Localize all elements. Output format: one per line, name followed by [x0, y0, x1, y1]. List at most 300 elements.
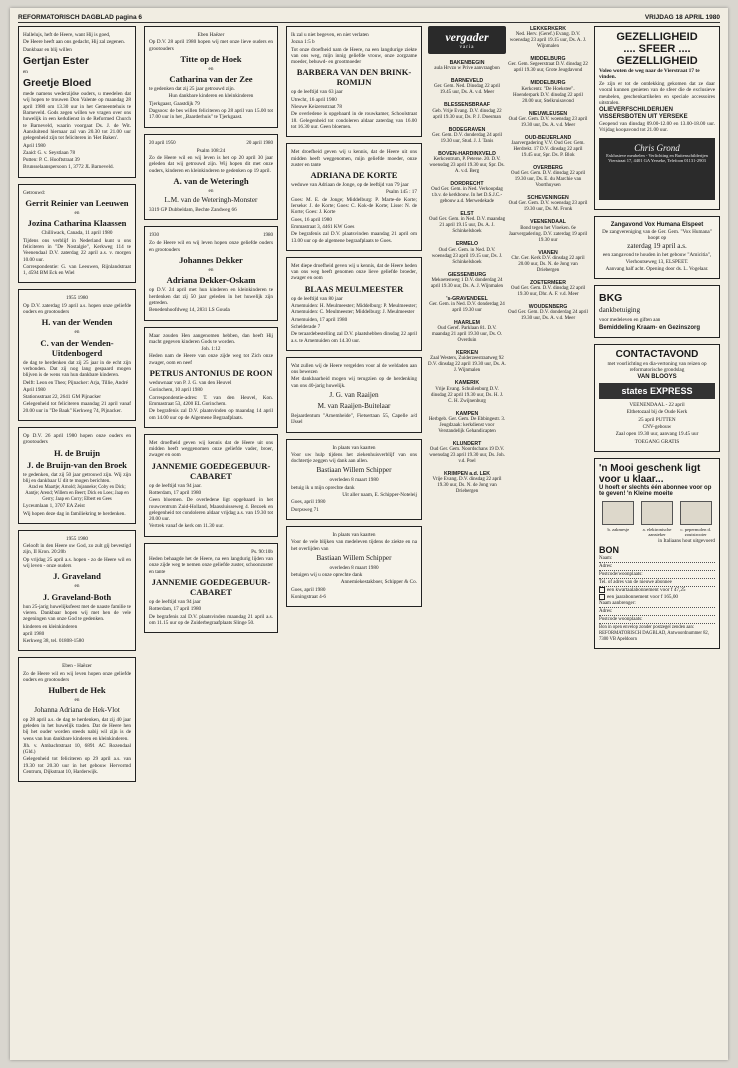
ad-psalm: Psalm 145 : 17: [386, 189, 417, 196]
ad-text: Zo de Heere wil en wij leven is het op 20 april 30 jaar geleden dat wij getrouwd zijn. Wij hopen dit met onze ouders, kinderen en kleinkinderen te gedenken op 19 april.: [149, 154, 273, 174]
ad-place-2b: CNV-gebouw: [642, 424, 672, 431]
ad-intro-2: De Heere heeft aan ons gedacht, Hij zal zegenen.: [23, 39, 125, 46]
service-details: Zaal Westers, Zuiderzeestraatweg 92 D.V. dinsdag 22 april 19.30 uur, Ds. A. J. Wijnmalen: [428, 356, 506, 374]
ad-place: Chilliwack, Canada, 11 april 1980: [41, 230, 113, 237]
service-details: Vrije Evang. Schuilenburg D.V. dinsdag 22 april 19.30 uur, Ds. H. J. C. H. Zwijnenburg: [430, 386, 504, 404]
service-place: KAMERIK: [454, 380, 480, 387]
ad-family: Arnemuiden: H. Meulmeester; Middelburg: P. Meulmeester; Arnemuiden: C. Meulmeester; Middelburg: J. Meulmeester: [291, 303, 417, 316]
husband-name: J. G. van Raaijen: [329, 390, 379, 399]
service-place: GIESSENBURG: [447, 271, 487, 278]
service-item: [428, 296, 506, 314]
ad-text-3: Geen bloemen. De overledene ligt opgebaard in het rouwcentrum Zuid-Holland, Maassluisseweg 4. Bezoek en gelegenheid tot condoleren aldaar vrijdag a.s. van 19.30 tot 20.00 uur.: [149, 497, 273, 523]
ad-opening-hours: Geopend van dinsdag 09.00-12.00 en 13.00-18.00 uur. Vrijdag koopavond tot 21.00 uur.: [599, 121, 715, 134]
ad-head: Op vrijdag 25 april a.s. hopen - zo de Heere wil en wij leven - onze ouders: [23, 556, 131, 570]
service-list: [508, 26, 588, 322]
ad-head: 'n Mooi geschenk ligt voor u klaar...: [599, 462, 701, 485]
service-item: [428, 272, 506, 290]
service-item: [508, 304, 588, 322]
ad-reception: Gelegenheid tot feliciteren op 29 april a.s. van 19.30 tot 20.30 uur in het gebouw Hervormd Centrum, Dijkstraat 10, Harderwijk.: [23, 756, 131, 775]
ad-time: Zaal open 19.30 uur, aanvang 19.45 uur: [615, 431, 699, 438]
ad-head: CONTACTAVOND: [615, 348, 699, 360]
ad-place: Utrecht, 16 april 1980: [291, 96, 337, 103]
ad-years: 1955 1980: [65, 295, 89, 302]
service-place: SCHEVENINGEN: [527, 195, 569, 202]
obituary-goedegebuur-2: [144, 543, 278, 633]
bride-name: Jozina Catharina Klaassen: [27, 218, 127, 229]
service-details: Ger. Gem. Ned. Dinsdag 22 april 19.45 uur, Ds. A. v.d. Meer: [433, 84, 501, 96]
ad-kids: Arad en Maartje; Arnold; Jojanneke; Coby en Dick; Aantje; Arend; Willem en Beert; Dick en Loes; Jaap en Gerry; Jaap en Corry; Elbert en Gees: [25, 485, 129, 502]
ad-head: In plaats van kaarten: [332, 444, 376, 451]
ad-head: In plaats van kaarten: [332, 531, 376, 538]
ad-place: Rotterdam, 17 april 1980: [149, 489, 202, 496]
ad-text-2: op de leeftijd van 63 jaar: [291, 89, 343, 96]
ad-address: Correspondentie: G. van Leeuwen, Rijnlandstraat 1, 4594 BM Eck en Wiel: [23, 263, 131, 277]
gift-item-lighter: [638, 501, 677, 537]
deceased-name: BLAAS MEULMEESTER: [304, 283, 404, 294]
wife-name: Johanna Adriana de Hek-Vlot: [34, 705, 120, 714]
vergader-varia-logo: [428, 26, 506, 54]
ad-text-2: op de leeftijd van 94 jaar: [149, 598, 201, 605]
ad-extra: Brunsselaanspersoon 1, 3772 JL Barneveld.: [23, 164, 114, 171]
announcement-van-leeuwen: [18, 184, 136, 284]
ad-text: De zangvereniging van de Ger. Gem. "Vox Humana" hoopt op: [602, 228, 712, 242]
service-item: [428, 78, 506, 96]
ad-place-2: 25 april PUTTEN: [638, 416, 676, 423]
ad-address-1: Zaaid: G. v. Seystlaan 78: [23, 149, 76, 156]
obituary-van-den-brink: [286, 26, 422, 137]
ad-entry: Aanvang half acht. Opening door ds. L. Vogelaar.: [605, 265, 709, 272]
and-word: en: [74, 583, 80, 590]
advert-gezelligheid: [594, 26, 720, 210]
ad-quote: Gelooft in den Heere uw God, zo zult gij bevestigd zijn, II Kron. 20:20b: [23, 543, 131, 556]
bkg-text: voor medeleven en giften aan: [599, 317, 661, 324]
ad-address: Kerkweg 38, tel. 01808-1580: [23, 638, 84, 645]
husband-name: A. van de Weteringh: [173, 175, 249, 186]
ad-place: Goes, 16 april 1980: [291, 216, 332, 223]
shop-name: Chris Grond: [634, 142, 680, 153]
ad-text-3: betuig ik u mijn oprechte dank: [291, 484, 355, 491]
service-details: Oud Ger. Gem. in Ned. D.V. woensdag 23 april 19.15 uur, Ds. J. Schinkelshoek: [431, 247, 503, 265]
ad-address: Correspondentie-adres: T. van den Heuvel, Kon. Emmastraat 53, 4200 EL Gorinchem.: [149, 394, 273, 407]
deceased-name: BARBERA VAN DEN BRINK- ROMIJN: [296, 67, 412, 88]
thanks-schipper-2: [286, 526, 422, 607]
obituary-goedegebuur-1: [144, 434, 278, 537]
bkg-org: Bemiddeling Kraam- en Gezinszorg: [599, 324, 701, 331]
field-label: Postcode/woonplaats:: [599, 572, 643, 578]
service-item: [508, 219, 588, 243]
ad-text: Wat zullen wij de Heere vergelden voor al de weldaden aan ons bewezen: [291, 362, 417, 376]
service-details: Oud Ger. Gem. in Ned. Verkoopdag t.b.v. de kerkbouw. In het D.S.J.C.-gebouw a.d. Merwedekade: [431, 187, 503, 205]
ad-text: Tijdens ons verblijf in Nederland kunt u ons feliciteren in "De Nostalgie", Kerkweg 114 te Veenendaal D.V. zaterdag 22 april a.s. v. morgen 10.00 uur.: [23, 237, 131, 263]
ad-text-3: betuigen wij u onze oprechte dank: [291, 572, 363, 579]
form-row-referrer-postcode[interactable]: [599, 616, 715, 624]
ad-intro: Hallelujs, heft de Heere, want Hij is goed,: [23, 32, 111, 38]
and-word: en: [74, 210, 80, 217]
bkg-logo: BKG: [599, 292, 623, 305]
service-item: [428, 127, 506, 145]
column-4-vergader-varia: [428, 26, 506, 1048]
ad-reception: De begrafenis zal D.V. plaatsvinden op maandag 14 april om 14.00 uur op de Algemene Begraafplaats.: [149, 408, 273, 421]
column-6-adverts: [594, 26, 720, 1048]
service-details: Ned. Herv. (Geref.) Evang. D.V. woensdag 23 april 19.15 uur, Ds. A. J. Wijnmalen: [509, 32, 587, 50]
service-place: ZOETERMEER: [529, 279, 567, 286]
ad-reception: De begrafenis zal D.V. plaatsvinden maandag 21 april om 13.00 uur op de algemene begraafplaats te Goes.: [291, 231, 417, 244]
ad-reception: De overledene is opgebaard in de rouwkamer, Schoolstraat 18. Gelegenheid tot condoleren aldaar zaterdag van 16.00 tot 16.30 uur. Geen bloemen.: [291, 111, 417, 130]
ad-text-2: te gedenken dat zij 25 jaar getrouwd zijn.: [149, 86, 235, 93]
ad-headline-3: GEZELLIGHEID: [616, 55, 698, 67]
ad-note: in Italiaans hout uitgevoerd: [658, 537, 715, 544]
service-place: BLESSENSBRAAF: [443, 102, 491, 109]
ad-text: de dag te herdenken dat zij 25 jaar in de echt zijn verbonden. Dat zij nog lang gespaard mogen blijven is de wens van hun dankbare kinderen.: [23, 359, 131, 379]
ad-text-2: overleden 8 maart 1980: [329, 477, 379, 484]
service-details: Chr. Ger. Kerk D.V. dinsdag 22 april 20.00 uur, Ds. N. de Jong van Driebergen: [511, 255, 585, 273]
ad-place-1: VEENENDAAL - 22 april: [629, 402, 685, 409]
ad-org: VAN BLOOYS: [637, 374, 677, 381]
ad-place: Goes, april 1980: [291, 586, 326, 593]
ad-text: te gedenken, dat zij 50 jaar getrouwd zijn. Wij zijn blij en dankbaar U dit te mogen berichten.: [23, 471, 131, 484]
year-end: 20 april 1980: [246, 140, 273, 146]
ad-text: Met diepe droefheid geven wij u kennis, dat de Heere heden van ons weg heeft genomen onze lieve geliefde broeder, zwager en oom: [291, 262, 417, 282]
ad-text-2: op 28 april a.s. de dag te herdenken, dat zij 40 jaar geleden in het huwelijk traden. Dat de Heere hen bij het ouder worden steeds nabij wil zijn is de wens van hun dankbare kinderen en kleinkinderen.: [23, 716, 131, 742]
service-item: [428, 320, 506, 344]
obituary-de-roon: [144, 327, 278, 428]
ad-ref: Joh. 1:12: [201, 346, 221, 353]
column-5-services: [508, 26, 588, 1048]
service-details: Oud Ger. Gem. D.V. woensdag 23 april 19.30 uur, Ds. M. Fronk: [508, 201, 588, 213]
ad-free: TOEGANG GRATIS: [634, 438, 680, 445]
ad-date: zaterdag 19 april a.s.: [627, 242, 687, 251]
ad-date: april 1980: [23, 630, 45, 637]
service-place: KERKEN: [456, 350, 478, 357]
husband-name: J. Graveland: [53, 571, 101, 582]
year-start: 1930: [149, 233, 159, 239]
service-item: [508, 56, 588, 74]
service-details: Oud Ger. Gem. Noordschans 19 D.V. woensdag 23 april 19.30 uur, Ds. Joh. v.d. Poel: [429, 447, 505, 465]
ad-reception: Dagsoos: de bes willen feliciteren op 28 april van 15.00 tot 17.00 uur in het ,,Baarderhuis" te Tjerkgaast.: [149, 108, 273, 121]
service-place: VIANEN: [538, 249, 558, 256]
bride-name: Greetje Bloed: [23, 77, 92, 90]
obituary-de-korte: [286, 143, 422, 251]
ad-text: Op D.V. 28 april 1980 hopen wij met onze lieve ouders en grootouders: [149, 39, 273, 52]
wife-name: Catharina van der Zee: [169, 74, 253, 85]
item-label: a. elektronische aansteker: [642, 526, 672, 537]
service-item: [428, 241, 506, 265]
ad-thanks: Dankbaar en blij willen: [23, 46, 72, 53]
masthead: [18, 11, 720, 23]
and-word: en: [74, 329, 80, 336]
deceased-name: PETRUS ANTONIUS DE ROON: [149, 368, 273, 379]
wife-name: L.M. van de Weteringh-Monster: [164, 196, 258, 205]
ad-years: 1955 1980: [65, 535, 89, 542]
groom-name: Gerrit Reinier van Leeuwen: [25, 198, 129, 209]
service-item: [428, 181, 506, 205]
ad-reception: De teraardebestelling zal D.V. plaatshebben dinsdag 22 april a.s. te Arnemuiden om 14.30 uur.: [291, 331, 417, 344]
ad-address: 3319 GP Dubbeldam, Bechte Zandweg 66: [149, 207, 237, 214]
service-details: Geb. Vrije Evang. D.V. dinsdag 22 april 19.30 uur, Ds. P. J. Doesman: [432, 108, 502, 120]
gift-items: [599, 501, 715, 537]
ad-text: Voor uw hulp tijdens het ziekenhuisverblijf van ons dochtertje zeggen wij dank aan allen.: [291, 451, 417, 465]
shop-tagline: Exklusieve meubelen - Verlichting en Buitenschilderijen: [606, 152, 708, 158]
field-label: Naam aanbrenger:: [599, 601, 636, 607]
service-details: Oud Ger. Gem. D.V. woensdag 23 april 19.30 uur, Ds. A. v.d. Meer: [508, 116, 588, 128]
service-item: [428, 441, 506, 465]
service-item: [428, 350, 506, 374]
ad-address: Emmastraat 3, 4461 KW Goes: [291, 223, 355, 230]
service-details: aula Hrvzo w Prive aanvraagbon: [434, 66, 500, 72]
service-item: [508, 80, 588, 104]
service-details: Oud Ger. Gem. D.V. donderdag 24 april 19.30 uur, Ds. A. v.d. Meer: [508, 310, 588, 322]
service-place: MIDDELBURG: [530, 80, 566, 87]
husband-name: H. van der Wenden: [41, 317, 113, 328]
ad-place-1b: Elthetozaal bij de Oude Kerk: [626, 409, 688, 416]
field-label: Adres:: [599, 609, 613, 615]
deceased-name: JANNEMIE GOEDEGEBUUR-CABARET: [151, 576, 271, 597]
advert-subscription-gift: [594, 458, 720, 649]
service-place: KRIMPEN a.d. LEK: [443, 471, 491, 478]
service-details: Herbgeb. Ger. Gem. De Ebbingestr. 3. Jeugdzaak: kerkdienst voor Verstandelijk Gehandicapten: [428, 416, 506, 434]
service-item: [508, 250, 588, 274]
deceased-name: Bastiaan Willem Schipper: [316, 553, 392, 562]
ad-head: Zangavond Vox Humana Elspeet: [610, 221, 704, 228]
service-item: [428, 60, 506, 72]
ad-address-2: Putten: P. C. Hooftstraat 39: [23, 157, 80, 164]
ad-kids: kinderen en kleinkinderen: [23, 623, 78, 630]
service-place: BAKENBEGIN: [449, 60, 485, 66]
ad-text: Heden nam de Heere van onze zijde weg tot Zich onze zwager, oom en neef: [149, 353, 273, 366]
ad-place: Rotterdam, 17 april 1980: [149, 606, 202, 613]
service-item: [428, 102, 506, 120]
husband-name: H. de Bruijn: [53, 447, 101, 458]
ad-kids: Hun dankbare kinderen en kleinkinderen: [168, 93, 254, 100]
service-details: Oud Ger. Gem. D.V. dinsdag 22 april 19.30 uur, Ds. E. du Marchie van Voorthuysen: [510, 171, 586, 189]
obituary-meulmeester: [286, 257, 422, 351]
ad-place: Gorinchem, 10 april 1980: [149, 387, 203, 394]
wife-name: Adriana Dekker-Oskam: [166, 275, 256, 286]
announcement-de-bruijn: [18, 427, 136, 524]
and-word: en: [208, 267, 214, 274]
ad-text-2: een zangavond te houden in het gebouw "Amicitia", Vierhoutseweg 13, ELSPEET.: [602, 252, 712, 265]
column-3: [286, 26, 422, 1048]
ad-signature: Annemiekestakboer, Schipper & Co.: [340, 579, 417, 586]
deceased-name: ADRIANA DE KORTE: [310, 170, 398, 181]
gift-item-knife: [599, 501, 638, 537]
announcement-graveland: [18, 530, 136, 652]
service-item: [508, 280, 588, 298]
service-place: KLUNDERT: [452, 440, 482, 447]
masthead-right: VRIJDAG 18 APRIL 1980: [644, 14, 720, 21]
knife-icon: [602, 501, 634, 525]
announcement-weteringh: [144, 134, 278, 221]
ad-address: Bejaardentum "Arnemheide", Fietsertaan 55, Capelle a/d IJssel: [291, 412, 417, 426]
year-end: 1980: [263, 233, 273, 239]
ad-text-2: op de leeftijd van 80 jaar: [291, 295, 343, 302]
wife-name: J. Graveland-Both: [42, 591, 112, 602]
wife-name: J. de Bruijn-van den Broek: [27, 459, 127, 470]
service-item: [428, 411, 506, 435]
service-item: [428, 211, 506, 235]
service-item: [428, 471, 506, 495]
thanks-schipper-1: [286, 439, 422, 520]
ad-address: Jlh. v. Ambachtstraat 10, 6891 AC Rozendaal (Gld.): [23, 742, 131, 756]
service-details: Ger. Gem. in Ned. D.V. donderdag 24 april 19.30 uur: [429, 302, 505, 314]
ad-psalm: Ps. 90:10b: [251, 548, 273, 555]
ad-address: Stationsstraat 22, 2641 GM Pijnacker: [23, 394, 101, 401]
service-details: Oud Geref. Parklaan 81. D.V. maandag 21 april 19.30 uur, Ds. O. Overduin: [431, 326, 503, 344]
deceased-name: JANNEMIE GOEDEGEBUUR-CABARET: [151, 460, 271, 481]
ad-head: Op D.V. 26 april 1980 hopen onze ouders en grootouders: [23, 432, 131, 446]
and-word: en: [23, 68, 28, 75]
ad-signature: Uit aller naam, E. Schipper-Noteleij: [342, 492, 417, 499]
service-details: Kerkcentr. "De Hoekstee". Hoenderpark D.V. dinsdag 22 april 20.00 uur, Stelkruisavond: [513, 86, 583, 104]
husband-name: Hulbert de Hek: [48, 685, 106, 696]
announcement-ester-bloed: [18, 26, 136, 178]
form-row-referrer-address[interactable]: [599, 608, 715, 616]
ad-subhead: U hoeft er slechts één abonnee voor op te geven! 'n Kleine moeite: [599, 484, 712, 497]
column-1: [18, 26, 136, 1048]
and-word: en: [74, 697, 80, 704]
ad-reception: De begrafenis zal D.V. plaatsvinden maandag 21 april a.s. om 11.15 uur op de Zuiderbegraafplaats Slinge 50.: [149, 613, 273, 626]
shop-address: Vierstraat 17, 4401 GA Yerseke, Telefoon 01131-2903: [608, 157, 706, 163]
ad-address: Koningstraat 4-6: [291, 594, 327, 601]
announcement-de-hek: [18, 657, 136, 782]
service-item: [508, 195, 588, 213]
advert-contactavond: [594, 344, 720, 452]
ad-kids: Delft: Leon en Theo; Pijnacker: Arja, Tillie, André: [23, 379, 128, 386]
service-details: Kerkcentrum, P. Peterse. 20. D.V. woensdag 23 april 19.30 uur, Spr. Ds. A. v.d. Berg: [429, 157, 505, 175]
service-item: [508, 111, 588, 129]
checkbox-icon[interactable]: [599, 594, 605, 600]
form-row-postcode[interactable]: [599, 571, 715, 579]
ad-text-2: Met dankbaarheid mogen wij terugzien op de herdenking van ons 40-jarig huwelijk.: [291, 376, 417, 389]
service-place: DORDRECHT: [450, 181, 484, 188]
ad-quote: Ik zal u niet begeven, en niet verlaten: [291, 32, 369, 38]
column-2: [144, 26, 278, 1048]
states-express-logo: states EXPRESS: [599, 383, 715, 399]
service-details: Oud Ger. Gem. D.V. dinsdag 22 april 19.30 uur, Dhr. A. F. v.d. Meer: [510, 286, 586, 298]
wife-name: M. van Raaijen-Buitelaar: [317, 401, 391, 410]
announcement-dekker: [144, 226, 278, 320]
service-place: ERMELO: [455, 241, 479, 248]
service-item: [508, 26, 588, 50]
ad-text-2: overleden 8 maart 1980: [329, 564, 379, 571]
ad-date: April 1980: [23, 142, 46, 149]
ad-text-2: weduwnaar van P. J. G. van den Heuvel: [149, 380, 232, 387]
ad-highlight: OLIEVERFSCHILDERIJEN: [599, 107, 674, 114]
and-word: en: [208, 65, 214, 72]
husband-name: Titte op de Hoek: [180, 53, 242, 64]
ad-ref: Jozua 1:5 b: [291, 39, 315, 46]
deceased-name: Bastiaan Willem Schipper: [316, 466, 392, 475]
service-place: BARNEVELD: [450, 78, 484, 85]
field-label: Naam:: [599, 556, 613, 562]
ad-head: Getrouwd:: [23, 189, 46, 196]
and-word: en: [208, 187, 214, 194]
service-details: Ger. Gem. Segeerstraat D.V. dinsdag 22 april 19.30 uur, Grote Jeugdavond: [508, 62, 588, 74]
ad-head: Eben Haëzer: [197, 32, 225, 38]
service-item: [428, 380, 506, 404]
service-place: HAARLEM: [454, 320, 480, 327]
bkg-title: dankbetuiging: [599, 306, 641, 315]
service-item: [508, 165, 588, 189]
masthead-left: REFORMATORISCH DAGBLAD pagina 6: [18, 14, 142, 21]
service-details: Ger. Gem. D.V. donderdag 24 april 19.30 uur, Stud. J. J. Tanis: [431, 132, 503, 144]
service-details: Oud Ger. Gem. in Ned. D.V. maandag 21 april 19.15 uur, Ds. A. J. Schinkelshoek: [428, 217, 506, 235]
wife-name: C. van der Wenden-Uitdenbogerd: [40, 337, 114, 358]
ad-highlight-2: VISSERSBOTEN UIT YERSEKE: [599, 114, 688, 121]
service-place: NIEUWLEUSEN: [528, 110, 568, 117]
field-label: Adres:: [599, 564, 613, 570]
option-label: een kwartaalabonnement voor f 47,25: [607, 587, 686, 594]
item-label: c. pepermolen d. zoutstrooier: [680, 526, 711, 537]
service-place: OVERBERG: [533, 165, 563, 172]
service-place: ELST: [460, 211, 474, 218]
ad-headline-1: GEZELLIGHEID: [616, 31, 698, 43]
announcement-op-de-hoek: [144, 26, 278, 128]
ad-head: Op D.V. zaterdag 19 april a.s. hopen onze geliefde ouders en grootouders: [23, 302, 131, 316]
ad-text: Met droefheid geven wij u kennis, dat de Heere uit ons midden heeft weggenomen, mijn geliefde moeder, onze zuster en tante: [291, 149, 417, 168]
service-place: OUD-BEIJERLAND: [524, 134, 572, 141]
groom-name: Gertjan Ester: [23, 54, 89, 67]
service-place: WOUDENBERG: [528, 304, 568, 311]
ad-text: hun 25-jarig huwelijksfeest met de naaste familie te vieren. Dankbaar hopen wij met hen de vele zegeningen van onze God te gedenken.: [23, 603, 131, 623]
newspaper-page: [10, 8, 728, 1060]
ad-quote: Maar zouden Hen aangenomen hebben, dan heeft Hij macht gegeven kinderen Gods te worden.: [149, 332, 273, 345]
ad-text: Tot onze droefheid nam de Heere, na een langdurige ziekte van ons weg, mijn innig geliefde vrouw, onze zorgzame moeder, behuwd- en grootmoeder: [291, 46, 417, 66]
ad-psalm: Psalm 108:24: [196, 147, 226, 154]
form-row-name[interactable]: [599, 555, 715, 563]
form-row-referrer[interactable]: [599, 600, 715, 608]
advert-vox-humana: [594, 216, 720, 279]
ad-text: Zo de Heere wil en wij leven hopen onze geliefde ouders en grootouders: [149, 240, 273, 253]
lighter-icon: [641, 501, 673, 525]
item-label: b. zakmesje: [607, 526, 630, 532]
ad-text: Heden behaagde het de Heere, na een langdurig lijden van onze zijde weg te nemen onze geliefde zuster, schoonzuster en tante: [149, 556, 273, 575]
thanks-van-raaijen: [286, 357, 422, 433]
ad-subhead: met voorlichting en dia-vertoning van reizen op reformatorische grondslag: [607, 360, 707, 373]
form-title: BON: [599, 545, 619, 556]
form-row-address[interactable]: [599, 563, 715, 571]
ad-date: April 1980: [23, 386, 46, 393]
ad-text-2: op D.V. 24 april met hun kinderen en kleinkinderen te herdenken dat zij 50 jaar geleden in het huwelijk zijn getreden.: [149, 287, 273, 306]
ad-family: Goes: M. E. de Jonge; Middelburg: P. Marte-de Korte; Ierseke: J. de Korte; Goes: C. Kok-de Korte; Lisse: N. de Korte; Goes: J. Korte: [291, 196, 417, 216]
ad-text: Voor de vele blijken van medeleven tijdens de ziekte en na het overlijden van: [291, 539, 417, 552]
service-place: KAMPEN: [455, 410, 479, 417]
year-start: 20 april 1950: [149, 140, 176, 146]
ad-place: Tjerkgaast, Gaastdijk 79: [149, 100, 200, 107]
service-details: Vrije Evang. D.V. dinsdag 22 april 19.30 uur, Ds. N. de Jong van Driebergen: [432, 477, 502, 495]
ad-text: Zo de Heere wil en wij leven hopen onze geliefde ouders en grootouders: [23, 670, 131, 684]
ad-place: Arnemuiden, 17 april 1980: [291, 316, 348, 323]
option-label: een jaarabonnement voor f 165,00: [607, 593, 679, 600]
logo-word-1: vergader: [445, 30, 489, 44]
ad-years: [149, 141, 273, 146]
service-details: Mekoetenweg 1 D.V. donderdag 24 april 19.30 uur, Ds. A. J. Wijnmalen: [430, 277, 504, 289]
shop-logo-block: [599, 138, 715, 200]
service-place: BODEGRAVEN: [448, 126, 486, 133]
service-item: [508, 135, 588, 159]
service-place: MIDDELBURG: [530, 56, 566, 63]
ad-address: Benedenhoofdweg 14, 2831 LS Gouda: [149, 307, 230, 314]
service-place: VEENENDAAL: [530, 219, 566, 226]
field-label: Tel. of adres van de nieuwe abonnee: [599, 580, 672, 586]
announcement-van-der-wenden: [18, 289, 136, 421]
service-place: LEKKERKERK: [529, 26, 567, 32]
ad-headline-2: .... SFEER ....: [623, 43, 691, 55]
ad-text-2: weduwe van Adriaan de Jonge, op de leeftijd van 79 jaar: [291, 182, 409, 189]
checkbox-icon[interactable]: [599, 587, 605, 593]
ad-text-2: op de leeftijd van 94 jaar.: [149, 482, 202, 489]
ad-text: Met droefheid geven wij kennis dat de Heere uit ons midden heeft weggenomen onze geliefde vader, broer, zwager en oom: [149, 439, 273, 459]
